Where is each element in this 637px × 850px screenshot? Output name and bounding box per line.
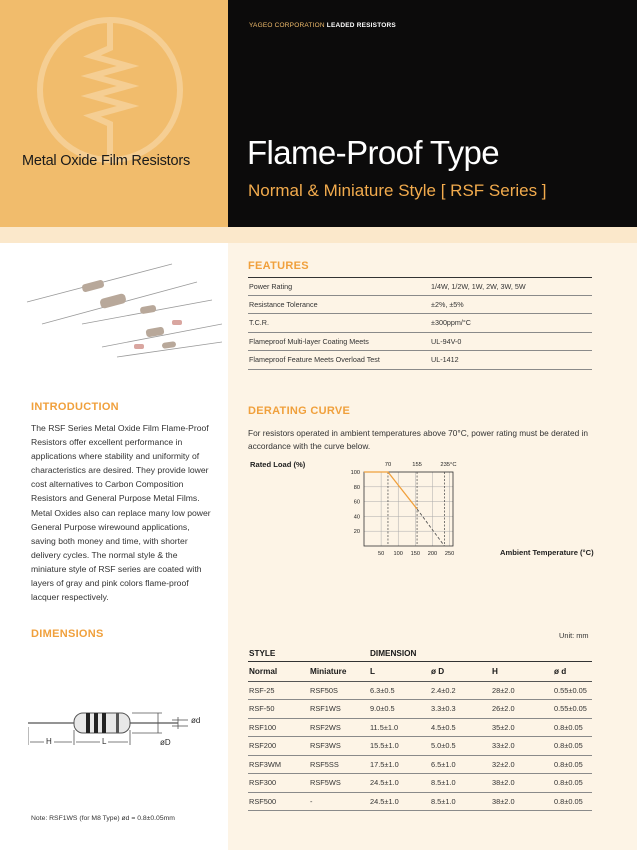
feature-label: Flameproof Feature Meets Overload Test (249, 355, 380, 365)
table-cell: 8.5±1.0 (430, 792, 491, 811)
table-cell: RSF-50 (248, 700, 309, 719)
feature-label: Flameproof Multi-layer Coating Meets (249, 336, 369, 346)
table-cell: 26±2.0 (491, 700, 553, 719)
table-cell: 0.8±0.05 (553, 718, 592, 737)
table-cell: 38±2.0 (491, 774, 553, 793)
column-header: ø d (553, 661, 592, 681)
chart-y-tick-label: 60 (353, 499, 360, 506)
derating-text: For resistors operated in ambient temperatures above 70°C, power rating must be derated in accordance with the curve below. (248, 428, 588, 451)
header-brand-panel (0, 0, 228, 227)
table-cell: 0.55±0.05 (553, 700, 592, 719)
table-cell: 0.8±0.05 (553, 774, 592, 793)
chart-top-marker-label: 70 (384, 462, 392, 468)
column-header: Normal (248, 661, 309, 681)
table-header-row (248, 661, 592, 681)
table-cell: RSF-25 (248, 681, 309, 700)
chart-series-line (364, 472, 417, 509)
table-row (248, 737, 592, 756)
feature-label: Power Rating (249, 281, 293, 291)
derating-chart (248, 454, 458, 564)
product-family-title: Metal Oxide Film Resistors (22, 153, 191, 169)
table-cell: 33±2.0 (491, 737, 553, 756)
chart-xlabel: Ambient Temperature (°C) (500, 548, 594, 557)
table-cell: RSF200 (248, 737, 309, 756)
table-group-header (248, 646, 592, 661)
feature-value: ±2%, ±5% (431, 299, 464, 309)
table-cell: 6.3±0.5 (369, 681, 430, 700)
table-row (248, 333, 592, 352)
resistor-dimension-drawing (28, 700, 218, 760)
table-cell: RSF2WS (309, 718, 369, 737)
table-row (248, 755, 592, 774)
column-header: L (369, 661, 430, 681)
chart-y-tick-label: 20 (353, 529, 360, 536)
table-cell: RSF3WS (309, 737, 369, 756)
table-cell: 2.4±0.2 (430, 681, 491, 700)
table-cell: 11.5±1.0 (369, 718, 430, 737)
table-cell: 0.8±0.05 (553, 755, 592, 774)
table-cell: 38±2.0 (491, 792, 553, 811)
dim-label-small-d: ød (191, 716, 201, 725)
table-cell: 24.5±1.0 (369, 792, 430, 811)
table-cell: 28±2.0 (491, 681, 553, 700)
table-cell: RSF5WS (309, 774, 369, 793)
table-cell: 35±2.0 (491, 718, 553, 737)
breadcrumb (249, 22, 396, 29)
chart-series-line (417, 509, 444, 546)
column-header: H (491, 661, 553, 681)
table-cell: 6.5±1.0 (430, 755, 491, 774)
chart-x-tick-label: 50 (377, 551, 385, 557)
dim-label-big-d: øD (160, 738, 171, 747)
feature-value: 1/4W, 1/2W, 1W, 2W, 3W, 5W (431, 281, 526, 291)
chart-x-tick-label: 250 (444, 551, 455, 557)
features-table (248, 277, 592, 370)
table-cell: RSF50S (309, 681, 369, 700)
features-heading: FEATURES (248, 260, 309, 272)
chart-y-tick-label: 100 (350, 470, 360, 476)
dim-label-h: H (46, 737, 52, 746)
table-cell: 4.5±0.5 (430, 718, 491, 737)
table-cell: 8.5±1.0 (430, 774, 491, 793)
page-title: Flame-Proof Type (247, 134, 500, 171)
table-cell: RSF3WM (248, 755, 309, 774)
resistors-product-image (22, 262, 222, 362)
chart-x-tick-label: 200 (427, 551, 438, 557)
column-header: ø D (430, 661, 491, 681)
footnote: Note: RSF1WS (for M8 Type) ød = 0.8±0.05mm (31, 815, 175, 822)
table-cell: 3.3±0.3 (430, 700, 491, 719)
table-cell: 5.0±0.5 (430, 737, 491, 756)
chart-x-tick-label: 150 (410, 551, 421, 557)
table-cell: RSF100 (248, 718, 309, 737)
table-cell: - (309, 792, 369, 811)
table-row (248, 774, 592, 793)
chart-x-tick-label: 100 (393, 551, 403, 557)
unit-label: Unit: mm (559, 631, 589, 640)
table-row (248, 314, 592, 333)
style-group-header: STYLE (248, 646, 369, 661)
table-cell: 9.0±0.5 (369, 700, 430, 719)
chart-top-marker-label: 235°C (440, 462, 457, 468)
chart-plot-frame (364, 472, 453, 546)
table-row (248, 296, 592, 315)
table-row (248, 792, 592, 811)
introduction-text: The RSF Series Metal Oxide Film Flame-Proof Resistors offer excellent performance in applications where stability and uniformity of characteristics are desired. They provide lower cost alternatives to Carbon Composition Resistors and General Purpose Metal Films. Metal Oxides also can replace many low power General Purpose wirewound applications, saving both money and time, with shorter delivery cycles. The normal style & the miniature style of RSF series are coated with layers of gray and pink colors flame-proof lacquer respectively. (31, 423, 211, 603)
header-divider-stripe (0, 227, 637, 243)
dimensions-table (248, 646, 592, 811)
table-cell: RSF500 (248, 792, 309, 811)
table-cell: 32±2.0 (491, 755, 553, 774)
feature-value: UL-1412 (431, 355, 459, 365)
table-row (248, 718, 592, 737)
table-row (248, 277, 592, 296)
feature-value: UL-94V-0 (431, 336, 462, 346)
table-cell: 24.5±1.0 (369, 774, 430, 793)
company-name: YAGEO CORPORATION (249, 22, 325, 29)
table-cell: 0.8±0.05 (553, 792, 592, 811)
category-name: LEADED RESISTORS (326, 22, 396, 29)
table-cell: RSF5SS (309, 755, 369, 774)
chart-y-tick-label: 80 (353, 484, 360, 491)
dimensions-heading: DIMENSIONS (31, 628, 104, 640)
table-cell: 0.55±0.05 (553, 681, 592, 700)
derating-heading: DERATING CURVE (248, 405, 351, 417)
chart-top-marker-label: 155 (412, 462, 422, 468)
dim-label-l: L (102, 737, 107, 746)
feature-label: T.C.R. (249, 318, 269, 328)
dimension-group-header: DIMENSION (369, 646, 592, 661)
table-row (248, 681, 592, 700)
table-row (248, 351, 592, 370)
page-subtitle: Normal & Miniature Style [ RSF Series ] (248, 181, 547, 200)
table-row (248, 700, 592, 719)
column-header: Miniature (309, 661, 369, 681)
feature-value: ±300ppm/°C (431, 318, 471, 328)
table-cell: 17.5±1.0 (369, 755, 430, 774)
introduction-heading: INTRODUCTION (31, 401, 119, 413)
resistor-watermark-icon (0, 0, 228, 227)
table-cell: RSF1WS (309, 700, 369, 719)
feature-label: Resistance Tolerance (249, 299, 318, 309)
table-cell: RSF300 (248, 774, 309, 793)
table-cell: 15.5±1.0 (369, 737, 430, 756)
table-cell: 0.8±0.05 (553, 737, 592, 756)
chart-y-tick-label: 40 (353, 514, 360, 521)
chart-title: Rated Load (%) (250, 460, 306, 469)
